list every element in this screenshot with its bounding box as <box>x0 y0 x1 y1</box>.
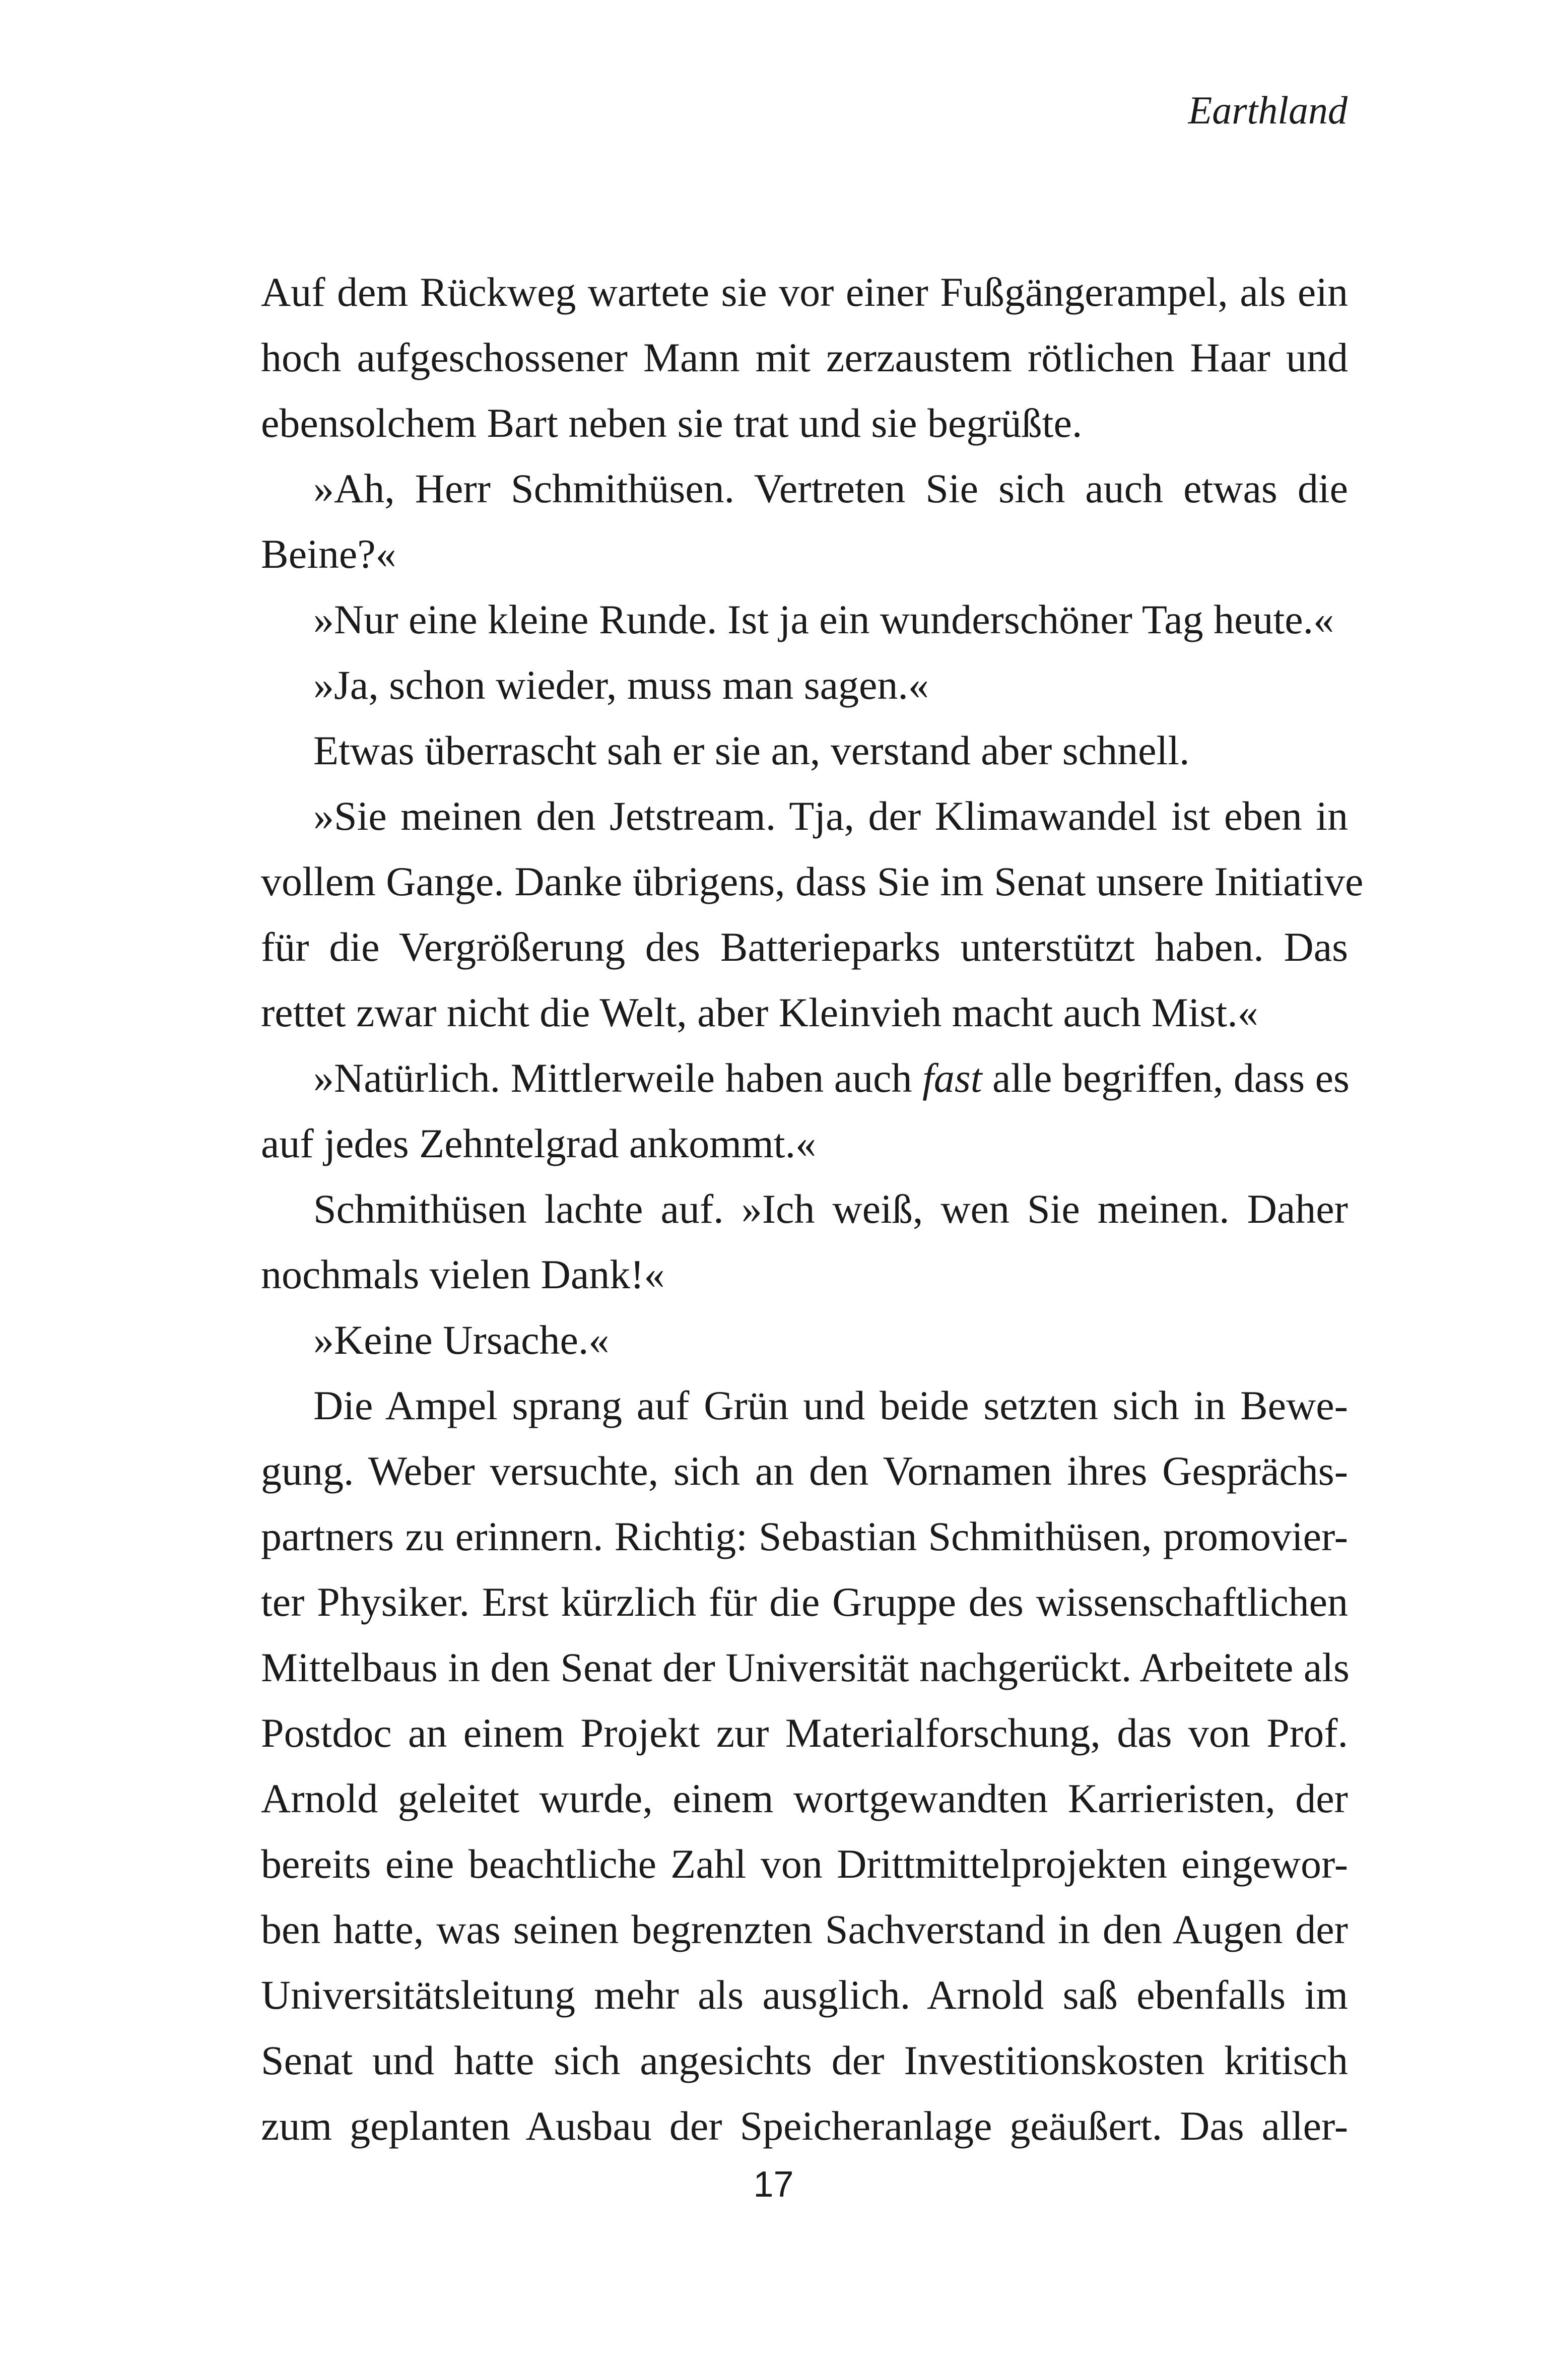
text-line: partners zu erinnern. Richtig: Sebastian Schmithüsen, promovier- <box>261 1513 1348 1559</box>
text-line: für die Vergrößerung des Batterieparks unterstützt haben. Das <box>261 924 1348 970</box>
text-line: ter Physiker. Erst kürzlich für die Gruppe des wissenschaftlichen <box>261 1579 1348 1625</box>
text-line: zum geplanten Ausbau der Speicheranlage geäußert. Das aller- <box>261 2103 1348 2149</box>
text-line: »Ah, Herr Schmithüsen. Vertreten Sie sich auch etwas die <box>313 466 1348 511</box>
text-line: Auf dem Rückweg wartete sie vor einer Fußgängerampel, als ein <box>261 269 1348 315</box>
text-line: Etwas überrascht sah er sie an, verstand aber schnell. <box>313 728 1190 773</box>
running-head: Earthland <box>1188 88 1348 132</box>
text-line: gung. Weber versuchte, sich an den Vornamen ihres Gesprächs- <box>261 1448 1348 1494</box>
text-line: Beine?« <box>261 531 396 577</box>
text-line: Mittelbaus in den Senat der Universität nachgerückt. Arbeitete als <box>261 1644 1350 1690</box>
text-line: Die Ampel sprang auf Grün und beide setzten sich in Bewe- <box>313 1382 1348 1428</box>
text-line: Senat und hatte sich angesichts der Investitionskosten kritisch <box>261 2037 1348 2083</box>
text-line: hoch aufgeschossener Mann mit zerzaustem rötlichen Haar und <box>261 335 1348 380</box>
text-line: »Ja, schon wieder, muss man sagen.« <box>313 662 929 708</box>
text-line: Universitätsleitung mehr als ausglich. Arnold saß ebenfalls im <box>261 1972 1348 2018</box>
text-line: nochmals vielen Dank!« <box>261 1251 665 1297</box>
text-run: alle begriffen, dass es <box>982 1055 1350 1101</box>
text-line: vollem Gange. Danke übrigens, dass Sie im Senat unsere Initiative <box>261 858 1364 904</box>
text-line: ebensolchem Bart neben sie trat und sie begrüßte. <box>261 400 1083 446</box>
text-line: bereits eine beachtliche Zahl von Drittmittelprojekten eingewor- <box>261 1841 1348 1887</box>
text-line: »Nur eine kleine Runde. Ist ja ein wunderschöner Tag heute.« <box>313 597 1334 642</box>
text-line: ben hatte, was seinen begrenzten Sachverstand in den Augen der <box>261 1906 1348 1952</box>
text-line: Schmithüsen lachte auf. »Ich weiß, wen Sie meinen. Daher <box>313 1186 1348 1232</box>
body-text <box>261 259 1364 2159</box>
text-line: Arnold geleitet wurde, einem wortgewandten Karrieristen, der <box>261 1775 1348 1821</box>
text-line <box>261 1045 1348 1111</box>
emphasized-word: fast <box>922 1055 982 1101</box>
text-run: »Natürlich. Mittlerweile haben auch <box>313 1055 923 1101</box>
text-line: »Keine Ursache.« <box>313 1317 610 1363</box>
text-line: Postdoc an einem Projekt zur Materialforschung, das von Prof. <box>261 1710 1348 1756</box>
text-line: auf jedes Zehntelgrad ankommt.« <box>261 1120 817 1166</box>
page-number: 17 <box>753 2164 794 2205</box>
text-line: rettet zwar nicht die Welt, aber Kleinvieh macht auch Mist.« <box>261 989 1258 1035</box>
text-line: »Sie meinen den Jetstream. Tja, der Klimawandel ist eben in <box>313 793 1348 839</box>
